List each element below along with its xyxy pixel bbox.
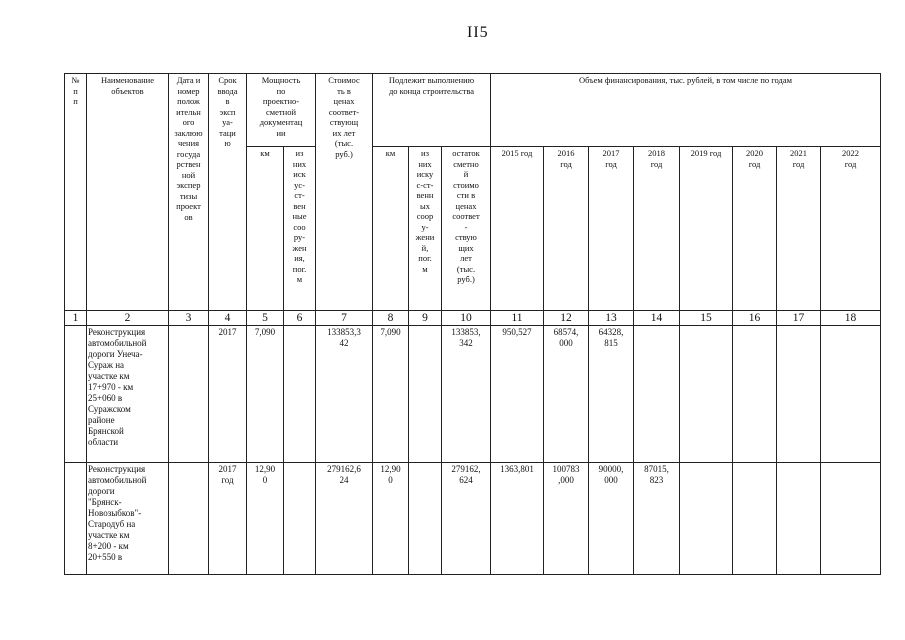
year-2018-value: 87015, 823 [634, 463, 680, 575]
column-number: 8 [373, 311, 409, 326]
column-number: 7 [316, 311, 373, 326]
object-name: Реконструкция автомобильной дороги Унеча- Сураж на участке км 17+970 - км 25+060 в Суражском районе Брянской области [87, 326, 169, 463]
column-number: 17 [777, 311, 821, 326]
row-number [65, 463, 87, 575]
year-2017-value: 64328, 815 [589, 326, 634, 463]
year-2022-value [821, 326, 881, 463]
cost-value: 279162,6 24 [316, 463, 373, 575]
column-number: 12 [544, 311, 589, 326]
header-year-2022: 2022 год [821, 147, 881, 311]
header-financing-group: Объем финансирования, тыс. рублей, в том числе по годам [491, 74, 881, 147]
header-year-2019: 2019 год [680, 147, 733, 311]
header-power-km: км [247, 147, 284, 311]
column-number: 5 [247, 311, 284, 326]
page-number: II5 [467, 24, 489, 41]
row-number [65, 326, 87, 463]
remaining-structures-value [409, 463, 442, 575]
year-2017-value: 90000, 000 [589, 463, 634, 575]
power-structures-value [284, 326, 316, 463]
year-2021-value [777, 463, 821, 575]
commission-value: 2017 год [209, 463, 247, 575]
year-2021-value [777, 326, 821, 463]
commission-value: 2017 [209, 326, 247, 463]
remaining-cost-value: 133853, 342 [442, 326, 491, 463]
expertise-value [169, 463, 209, 575]
cost-value: 133853,3 42 [316, 326, 373, 463]
column-number: 4 [209, 311, 247, 326]
column-number: 10 [442, 311, 491, 326]
year-2020-value [733, 463, 777, 575]
power-structures-value [284, 463, 316, 575]
year-2016-value: 68574, 000 [544, 326, 589, 463]
column-number: 2 [87, 311, 169, 326]
remaining-structures-value [409, 326, 442, 463]
column-number: 11 [491, 311, 544, 326]
header-row-1 [65, 74, 881, 147]
year-2022-value [821, 463, 881, 575]
construction-objects-table [64, 73, 881, 575]
table-row [65, 326, 881, 463]
header-year-2018: 2018 год [634, 147, 680, 311]
header-commission-date: Срок ввода в эксп уа- таци ю [209, 74, 247, 311]
column-number: 18 [821, 311, 881, 326]
header-remaining-structures: из них иску с-ст- венн ых соор у- жени й, пог. м [409, 147, 442, 311]
table-row [65, 463, 881, 575]
header-year-2015: 2015 год [491, 147, 544, 311]
expertise-value [169, 326, 209, 463]
remaining-km-value: 12,90 0 [373, 463, 409, 575]
power-km-value: 7,090 [247, 326, 284, 463]
column-number: 1 [65, 311, 87, 326]
column-number: 9 [409, 311, 442, 326]
remaining-km-value: 7,090 [373, 326, 409, 463]
power-km-value: 12,90 0 [247, 463, 284, 575]
header-year-2017: 2017 год [589, 147, 634, 311]
header-remaining-km: км [373, 147, 409, 311]
header-power-group: Мощность по проектно- сметной документац ии [247, 74, 316, 147]
remaining-cost-value: 279162, 624 [442, 463, 491, 575]
column-number: 13 [589, 311, 634, 326]
year-2015-value: 950,527 [491, 326, 544, 463]
header-year-2016: 2016 год [544, 147, 589, 311]
header-remaining-cost: остаток сметно й стоимо сти в ценах соответ - ствую щих лет (тыс. руб.) [442, 147, 491, 311]
column-number: 3 [169, 311, 209, 326]
header-number: № п п [65, 74, 87, 311]
year-2020-value [733, 326, 777, 463]
column-number: 6 [284, 311, 316, 326]
header-expertise: Дата и номер полож ительн ого заклюю чения госуда рствен ной экспер тизы проект ов [169, 74, 209, 311]
header-object-name: Наименование объектов [87, 74, 169, 311]
header-year-2020: 2020 год [733, 147, 777, 311]
year-2019-value [680, 463, 733, 575]
header-cost: Стоимос ть в ценах соответ- ствующ их лет (тыс. руб.) [316, 74, 373, 311]
year-2016-value: 100783 ,000 [544, 463, 589, 575]
object-name: Реконструкция автомобильной дороги "Брянск- Новозыбков"- Стародуб на участке км 8+200 - км 20+550 в [87, 463, 169, 575]
column-number: 14 [634, 311, 680, 326]
header-remaining-group: Подлежит выполнению до конца строительства [373, 74, 491, 147]
header-year-2021: 2021 год [777, 147, 821, 311]
column-numbers-row [65, 311, 881, 326]
year-2015-value: 1363,801 [491, 463, 544, 575]
year-2018-value [634, 326, 680, 463]
column-number: 16 [733, 311, 777, 326]
year-2019-value [680, 326, 733, 463]
column-number: 15 [680, 311, 733, 326]
header-power-structures: из них иск ус- ст- вен ные соо ру- жен ия, пог. м [284, 147, 316, 311]
